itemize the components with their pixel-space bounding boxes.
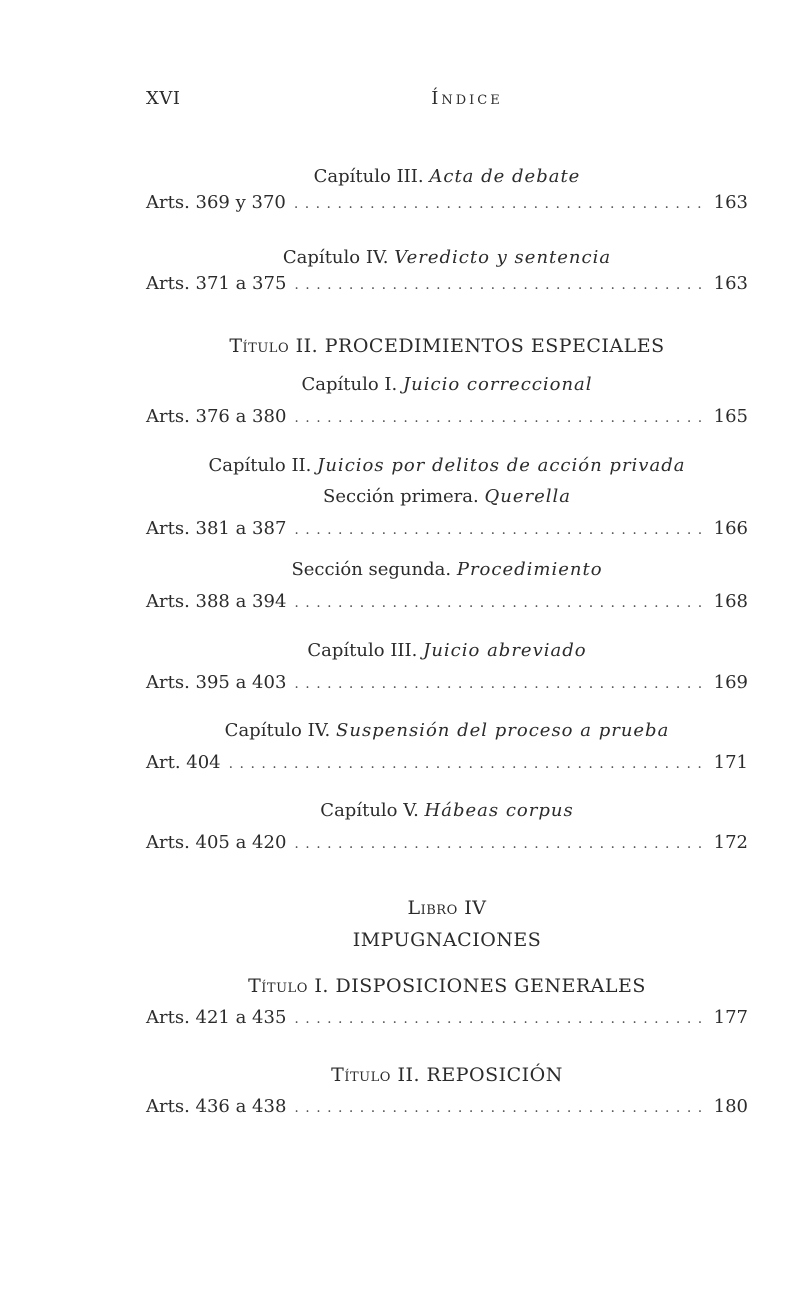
toc-section-juicio-correccional — [146, 372, 748, 430]
toc-heading — [146, 372, 748, 398]
dot-leader — [294, 1095, 705, 1121]
titulo-heading — [146, 973, 748, 999]
entry-page-number: 172 — [713, 832, 748, 853]
dot-leader — [294, 191, 706, 217]
titulo-title: I. DISPOSICIONES GENERALES — [314, 975, 646, 997]
heading-prefix: Capítulo V. — [320, 800, 419, 821]
heading-prefix: Capítulo IV. — [282, 247, 389, 268]
heading-title: Querella — [484, 486, 571, 507]
dot-leader — [294, 590, 705, 616]
entry-label: Arts. 405 a 420 — [146, 832, 287, 853]
entry-label: Arts. 421 a 435 — [146, 1007, 287, 1028]
toc-heading — [146, 245, 748, 271]
running-title: Índice — [431, 88, 503, 109]
heading-title: Suspensión del proceso a prueba — [336, 720, 670, 741]
toc-entry[interactable] — [146, 589, 748, 615]
toc-entry[interactable] — [146, 190, 748, 216]
entry-label: Arts. 381 a 387 — [146, 518, 287, 539]
heading-prefix: Capítulo III. — [307, 640, 418, 661]
libro-title: IMPUGNACIONES — [352, 929, 542, 951]
entry-label: Art. 404 — [146, 752, 221, 773]
toc-entry[interactable] — [146, 750, 748, 776]
entry-page-number: 166 — [713, 518, 748, 539]
toc-heading — [146, 164, 748, 190]
entry-page-number: 165 — [713, 406, 748, 427]
toc-section-habeas-corpus — [146, 798, 748, 856]
toc-section-accion-privada — [146, 453, 748, 542]
heading-title: Acta de debate — [429, 166, 581, 187]
toc-entry[interactable] — [146, 670, 748, 696]
dot-leader — [294, 1006, 705, 1032]
toc-heading — [146, 718, 748, 744]
dot-leader — [294, 671, 705, 697]
libro-number: IV — [464, 897, 487, 919]
heading-title: Procedimiento — [456, 559, 603, 580]
titulo-heading — [146, 1062, 748, 1088]
entry-label: Arts. 388 a 394 — [146, 591, 287, 612]
toc-subheading — [146, 484, 748, 510]
toc-heading — [146, 798, 748, 824]
page-header — [146, 88, 748, 118]
heading-prefix: Capítulo I. — [301, 374, 398, 395]
toc-titulo-reposicion — [146, 1062, 748, 1120]
toc-libro-impugnaciones — [146, 895, 748, 953]
entry-page-number: 163 — [713, 273, 748, 294]
toc-section-acta-de-debate — [146, 164, 748, 216]
heading-prefix: Sección segunda. — [291, 559, 452, 580]
toc-entry[interactable] — [146, 404, 748, 430]
entry-page-number: 169 — [713, 672, 748, 693]
heading-title: Hábeas corpus — [424, 800, 574, 821]
libro-prefix: Libro — [407, 897, 458, 919]
heading-title: Juicio correccional — [402, 374, 593, 395]
titulo-prefix: Título — [229, 335, 290, 357]
titulo-prefix: Título — [248, 975, 308, 997]
toc-heading — [146, 453, 748, 479]
titulo-title: II. REPOSICIÓN — [397, 1064, 563, 1086]
entry-label: Arts. 371 a 375 — [146, 273, 287, 294]
titulo-heading — [146, 333, 748, 359]
heading-prefix: Capítulo II. — [208, 455, 312, 476]
libro-heading — [146, 895, 748, 921]
toc-titulo-procedimientos-especiales — [146, 333, 748, 359]
entry-label: Arts. 376 a 380 — [146, 406, 287, 427]
heading-prefix: Sección primera. — [323, 486, 479, 507]
toc-entry[interactable] — [146, 1094, 748, 1120]
toc-section-juicio-abreviado — [146, 638, 748, 696]
dot-leader — [294, 831, 705, 857]
heading-title: Juicio abreviado — [423, 640, 587, 661]
titulo-prefix: Título — [331, 1064, 391, 1086]
page-folio: XVI — [146, 88, 181, 109]
dot-leader — [294, 405, 705, 431]
entry-page-number: 171 — [713, 752, 748, 773]
toc-section-procedimiento — [146, 557, 748, 615]
toc-titulo-disposiciones-generales — [146, 973, 748, 1031]
entry-label: Arts. 369 y 370 — [146, 192, 286, 213]
toc-section-veredicto — [146, 245, 748, 297]
toc-section-suspension — [146, 718, 748, 776]
entry-page-number: 177 — [713, 1007, 748, 1028]
heading-title: Juicios por delitos de acción privada — [317, 455, 686, 476]
toc-heading — [146, 557, 748, 583]
toc-entry[interactable] — [146, 830, 748, 856]
toc-entry[interactable] — [146, 271, 748, 297]
dot-leader — [294, 517, 705, 543]
toc-entry[interactable] — [146, 516, 748, 542]
dot-leader — [294, 272, 705, 298]
dot-leader — [229, 751, 706, 777]
entry-label: Arts. 436 a 438 — [146, 1096, 287, 1117]
entry-page-number: 168 — [713, 591, 748, 612]
heading-prefix: Capítulo IV. — [224, 720, 331, 741]
entry-page-number: 180 — [713, 1096, 748, 1117]
toc-heading — [146, 638, 748, 664]
heading-title: Veredicto y sentencia — [394, 247, 612, 268]
toc-entry[interactable] — [146, 1005, 748, 1031]
heading-prefix: Capítulo III. — [313, 166, 424, 187]
entry-page-number: 163 — [713, 192, 748, 213]
titulo-title: II. PROCEDIMIENTOS ESPECIALES — [295, 335, 665, 357]
entry-label: Arts. 395 a 403 — [146, 672, 287, 693]
